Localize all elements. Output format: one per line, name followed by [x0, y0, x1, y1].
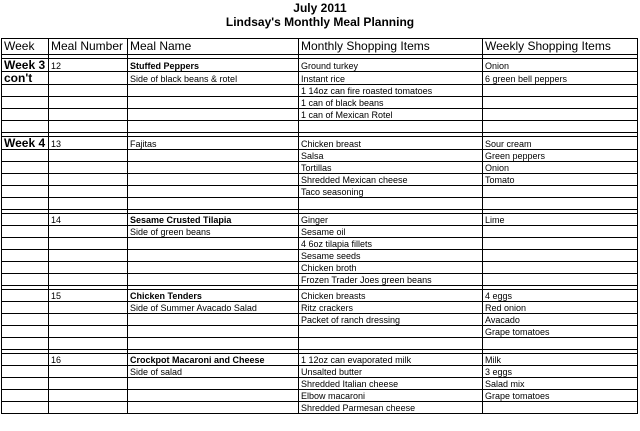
monthly-item: Chicken broth: [299, 262, 483, 274]
meal-name: [128, 250, 299, 262]
weekly-item: [483, 338, 638, 350]
monthly-item: 1 can of black beans: [299, 97, 483, 109]
monthly-item: 1 can of Mexican Rotel: [299, 109, 483, 121]
meal-name: [128, 262, 299, 274]
table-row: [2, 302, 638, 314]
monthly-item: Unsalted butter: [299, 366, 483, 378]
meal-number-cell: [49, 402, 128, 414]
week-cell: [2, 390, 49, 402]
weekly-item: 3 eggs: [483, 366, 638, 378]
meal-number-cell: [49, 338, 128, 350]
week-cell: [2, 238, 49, 250]
meal-name: [128, 85, 299, 97]
meal-name: Crockpot Macaroni and Cheese: [128, 354, 299, 366]
week-cell: [2, 366, 49, 378]
monthly-item: 1 12oz can evaporated milk: [299, 354, 483, 366]
table-row: [2, 72, 638, 85]
monthly-item: [299, 121, 483, 133]
week-cell: [2, 402, 49, 414]
monthly-item: Sesame seeds: [299, 250, 483, 262]
meal-name: [128, 186, 299, 198]
weekly-item: [483, 262, 638, 274]
weekly-item: Grape tomatoes: [483, 390, 638, 402]
table-row: [2, 314, 638, 326]
weekly-item: Onion: [483, 162, 638, 174]
meal-number-cell: [49, 174, 128, 186]
weekly-item: [483, 109, 638, 121]
table-row: [2, 366, 638, 378]
weekly-item: Avacado: [483, 314, 638, 326]
page-subtitle: Lindsay's Monthly Meal Planning: [225, 15, 415, 29]
meal-name: [128, 162, 299, 174]
meal-number: 16: [49, 354, 128, 366]
monthly-item: Frozen Trader Joes green beans: [299, 274, 483, 286]
weekly-item: [483, 121, 638, 133]
meal-name: [128, 274, 299, 286]
monthly-item: 4 6oz tilapia fillets: [299, 238, 483, 250]
monthly-item: 1 14oz can fire roasted tomatoes: [299, 85, 483, 97]
meal-number-cell: [49, 302, 128, 314]
week-cell: [2, 150, 49, 162]
weekly-item: [483, 250, 638, 262]
week-cell: [2, 85, 49, 97]
meal-name: [128, 150, 299, 162]
monthly-item: Ritz crackers: [299, 302, 483, 314]
weekly-item: 6 green bell peppers: [483, 72, 638, 85]
header-row: [2, 39, 638, 55]
meal-number-cell: [49, 314, 128, 326]
week-cell: [2, 290, 49, 302]
weekly-item: [483, 198, 638, 210]
meal-number-cell: [49, 226, 128, 238]
meal-name: [128, 198, 299, 210]
week-cell: [2, 121, 49, 133]
meal-name: [128, 238, 299, 250]
meal-number: 13: [49, 137, 128, 150]
week-cell: [2, 262, 49, 274]
weekly-item: Tomato: [483, 174, 638, 186]
week-cell: [2, 326, 49, 338]
week-cell: [2, 338, 49, 350]
meal-number-cell: [49, 109, 128, 121]
monthly-item: Sesame oil: [299, 226, 483, 238]
meal-name: Side of black beans & rotel: [128, 72, 299, 85]
weekly-item: 4 eggs: [483, 290, 638, 302]
monthly-item: Shredded Italian cheese: [299, 378, 483, 390]
week-cell: [2, 109, 49, 121]
table-row: [2, 174, 638, 186]
table-row: [2, 274, 638, 286]
table-row: [2, 97, 638, 109]
meal-number-cell: [49, 262, 128, 274]
meal-number-cell: [49, 274, 128, 286]
meal-number-cell: [49, 238, 128, 250]
meal-name: Chicken Tenders: [128, 290, 299, 302]
monthly-item: Ground turkey: [299, 59, 483, 72]
header-week: Week: [2, 39, 49, 55]
meal-name: [128, 109, 299, 121]
monthly-item: [299, 198, 483, 210]
monthly-item: Salsa: [299, 150, 483, 162]
table-row: [2, 59, 638, 72]
meal-name: Stuffed Peppers: [128, 59, 299, 72]
week-cell: [2, 214, 49, 226]
meal-name: [128, 378, 299, 390]
week-cell: [2, 314, 49, 326]
header-meal-name: Meal Name: [128, 39, 299, 55]
weekly-item: [483, 226, 638, 238]
table-row: [2, 238, 638, 250]
weekly-item: [483, 186, 638, 198]
table-row: [2, 121, 638, 133]
week-cell: [2, 186, 49, 198]
meal-name: Side of salad: [128, 366, 299, 378]
meal-number-cell: [49, 72, 128, 85]
meal-number-cell: [49, 121, 128, 133]
monthly-item: [299, 326, 483, 338]
week-cell: [2, 198, 49, 210]
meal-name: [128, 314, 299, 326]
week-cell: [2, 378, 49, 390]
week-cell: [2, 174, 49, 186]
table-row: [2, 354, 638, 366]
week-cell: [2, 302, 49, 314]
weekly-item: Lime: [483, 214, 638, 226]
meal-number-cell: [49, 150, 128, 162]
meal-name: [128, 326, 299, 338]
meal-number-cell: [49, 250, 128, 262]
weekly-item: Grape tomatoes: [483, 326, 638, 338]
meal-number-cell: [49, 198, 128, 210]
week-label: Week 3: [2, 59, 49, 72]
header-meal-number: Meal Number: [49, 39, 128, 55]
weekly-item: Green peppers: [483, 150, 638, 162]
meal-name: [128, 121, 299, 133]
weekly-item: Sour cream: [483, 137, 638, 150]
meal-number-cell: [49, 378, 128, 390]
meal-name: Side of green beans: [128, 226, 299, 238]
week-cell: [2, 274, 49, 286]
meal-name: [128, 338, 299, 350]
weekly-item: Milk: [483, 354, 638, 366]
table-row: [2, 250, 638, 262]
meal-number-cell: [49, 162, 128, 174]
header-weekly-items: Weekly Shopping Items: [483, 39, 638, 55]
table-row: [2, 226, 638, 238]
meal-number: 14: [49, 214, 128, 226]
monthly-item: Packet of ranch dressing: [299, 314, 483, 326]
meal-name: Side of Summer Avacado Salad: [128, 302, 299, 314]
monthly-item: Ginger: [299, 214, 483, 226]
meal-name: Fajitas: [128, 137, 299, 150]
weekly-item: Onion: [483, 59, 638, 72]
page-title: July 2011: [293, 1, 347, 15]
table-row: [2, 85, 638, 97]
table-row: [2, 338, 638, 350]
weekly-item: [483, 238, 638, 250]
weekly-item: [483, 97, 638, 109]
week-cell: [2, 97, 49, 109]
monthly-item: Tortillas: [299, 162, 483, 174]
header-monthly-items: Monthly Shopping Items: [299, 39, 483, 55]
table-row: [2, 214, 638, 226]
meal-name: Sesame Crusted Tilapia: [128, 214, 299, 226]
week-cell: [2, 162, 49, 174]
meal-number-cell: [49, 85, 128, 97]
monthly-item: Taco seasoning: [299, 186, 483, 198]
table-row: [2, 290, 638, 302]
weekly-item: [483, 274, 638, 286]
meal-number-cell: [49, 186, 128, 198]
monthly-item: [299, 338, 483, 350]
week-cell: [2, 226, 49, 238]
table-row: [2, 262, 638, 274]
meal-number-cell: [49, 390, 128, 402]
table-row: [2, 326, 638, 338]
monthly-item: Elbow macaroni: [299, 390, 483, 402]
meal-name: [128, 390, 299, 402]
week-cell: [2, 250, 49, 262]
meal-number-cell: [49, 97, 128, 109]
table-row: [2, 186, 638, 198]
table-row: [2, 402, 638, 414]
meal-number: 15: [49, 290, 128, 302]
monthly-item: Chicken breast: [299, 137, 483, 150]
meal-name: [128, 97, 299, 109]
monthly-item: Instant rice: [299, 72, 483, 85]
table-row: [2, 198, 638, 210]
weekly-item: Salad mix: [483, 378, 638, 390]
week-label-continued: con't: [2, 72, 49, 85]
meal-number-cell: [49, 366, 128, 378]
meal-name: [128, 174, 299, 186]
table-row: [2, 378, 638, 390]
meal-name: [128, 402, 299, 414]
weekly-item: [483, 85, 638, 97]
table-row: [2, 109, 638, 121]
week-label: Week 4: [2, 137, 49, 150]
table-row: [2, 390, 638, 402]
table-row: [2, 137, 638, 150]
table-row: [2, 150, 638, 162]
meal-number: 12: [49, 59, 128, 72]
weekly-item: Red onion: [483, 302, 638, 314]
week-cell: [2, 354, 49, 366]
table-row: [2, 162, 638, 174]
monthly-item: Chicken breasts: [299, 290, 483, 302]
weekly-item: [483, 402, 638, 414]
meal-number-cell: [49, 326, 128, 338]
monthly-item: Shredded Parmesan cheese: [299, 402, 483, 414]
meal-plan-table: [1, 38, 638, 414]
monthly-item: Shredded Mexican cheese: [299, 174, 483, 186]
